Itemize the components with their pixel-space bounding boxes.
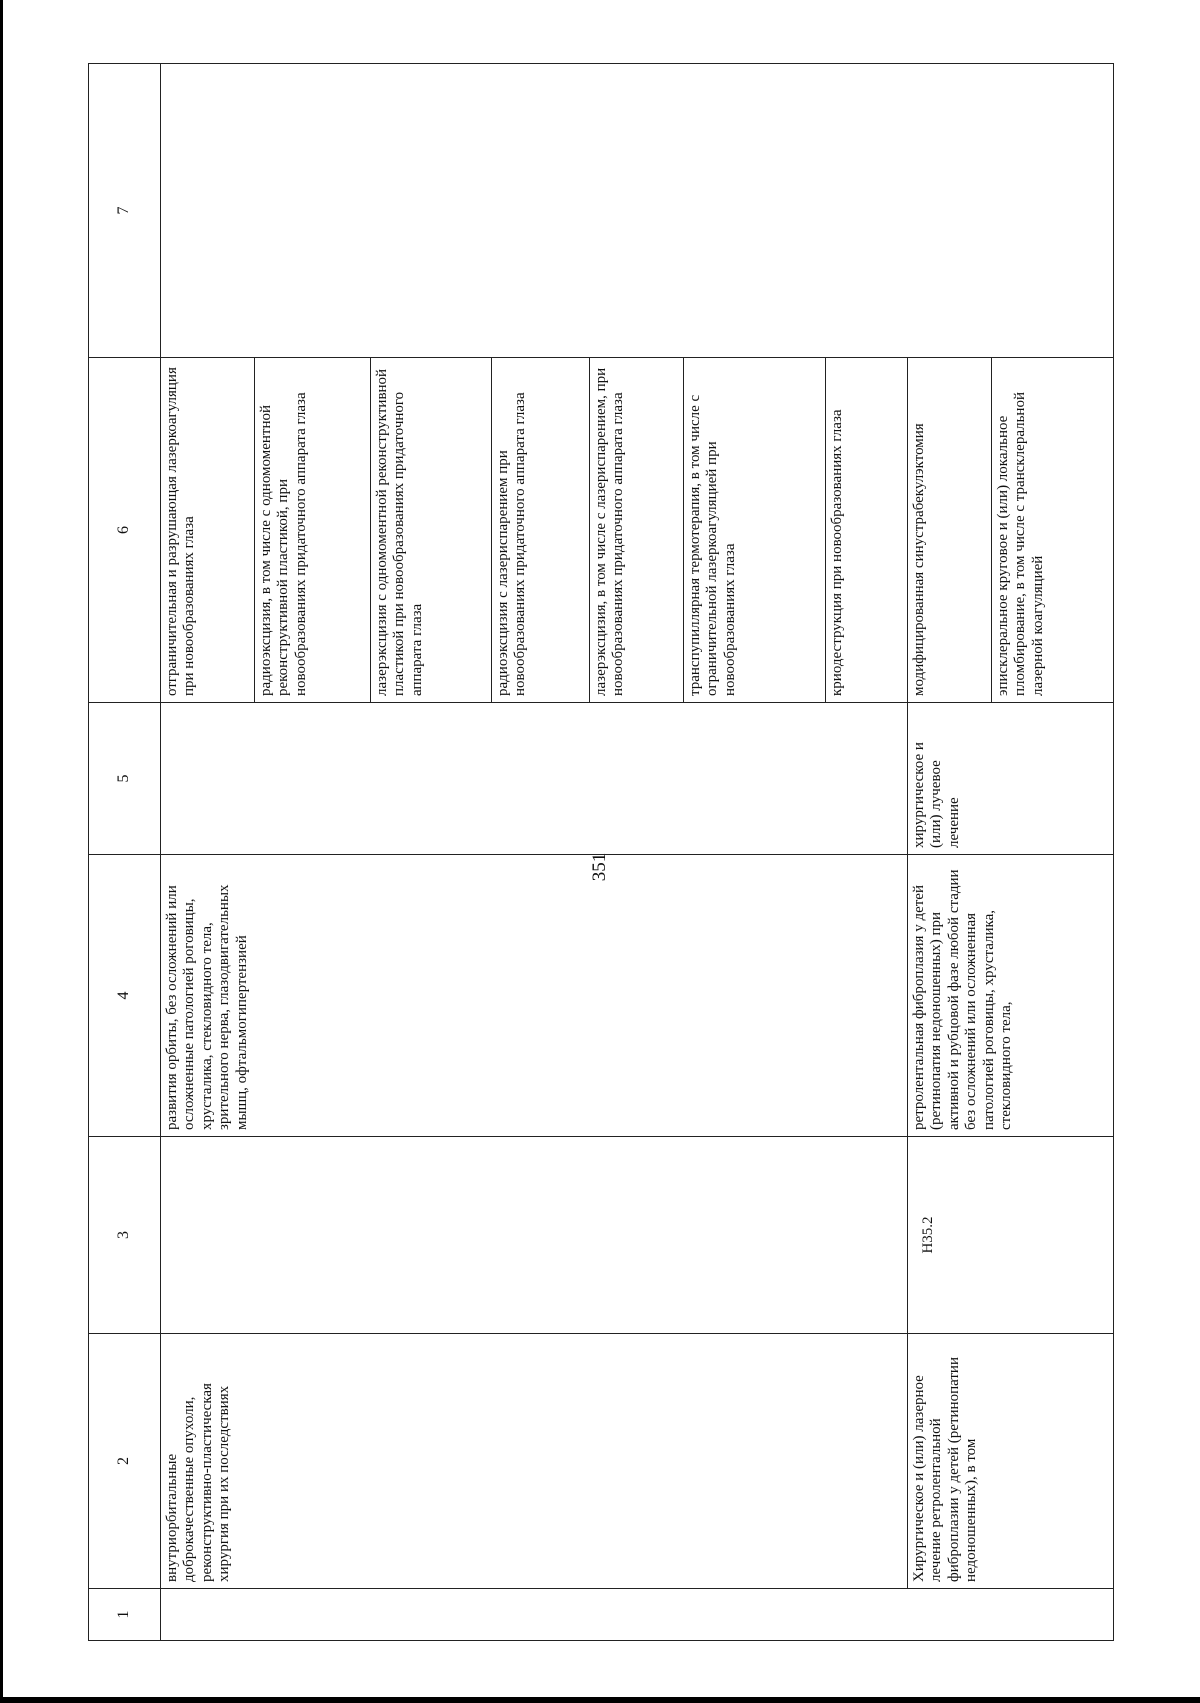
row2-col2: Хирургическое и (или) лазерное лечение ретролентальной фиброплазии у детей (ретинопатии недоношенных), в том <box>908 1334 1114 1589</box>
row2-col4: ретролентальная фиброплазия у детей (ретинопатия недоношенных) при активной и рубцовой фазе любой стадии без осложнений или осложненная патологией роговицы, хрусталика, стекловидного тела, <box>908 855 1114 1137</box>
procedures-table <box>88 63 1114 1641</box>
row1-method-5: лазерэксцизия, в том числе с лазериспарением, при новообразованиях придаточного аппарата глаза <box>590 358 684 703</box>
row2-method-2: эписклеральное круговое и (или) локальное пломбирование, в том числе с трансклеральной лазерной коагуляцией <box>992 358 1114 703</box>
page-number: 351 <box>589 852 610 882</box>
row1-col3 <box>161 1137 908 1334</box>
row2-col5: хирургическое и (или) лучевое лечение <box>908 703 1114 855</box>
header-col-6: 6 <box>89 358 161 703</box>
header-row <box>89 64 161 1641</box>
header-col-3: 3 <box>89 1137 161 1334</box>
row1-method-3: лазерэксцизия с одномоментной реконструктивной пластикой при новообразованиях придаточного аппарата глаза <box>371 358 492 703</box>
row2-method-1: модифицированная синустрабекулэктомия <box>908 358 992 703</box>
row1-method-2: радиоэксцизия, в том числе с одномоментной реконструктивной пластикой, при новообразованиях придаточного аппарата глаза <box>255 358 371 703</box>
header-col-4: 4 <box>89 855 161 1137</box>
header-col-1: 1 <box>89 1589 161 1641</box>
header-col-7: 7 <box>89 64 161 358</box>
row1-method-4: радиоэксцизия с лазериспарением при новообразованиях придаточного аппарата глаза <box>492 358 590 703</box>
header-col-2: 2 <box>89 1334 161 1589</box>
header-col-5: 5 <box>89 703 161 855</box>
table-row <box>161 64 255 1641</box>
rotated-table-container <box>88 64 1113 1641</box>
row1-col4: развития орбиты, без осложнений или осложненные патологией роговицы, хрусталика, стекловидного тела, зрительного нерва, глазодвигательных мышц, офтальмогипертензией <box>161 855 908 1137</box>
row1-col2: внутриорбитальные доброкачественные опухоли, реконструктивно-пластическая хирургия при их последствиях <box>161 1334 908 1589</box>
row1-method-1: отграничительная и разрушающая лазеркоагуляция при новообразованиях глаза <box>161 358 255 703</box>
row2-col3: H35.2 <box>908 1137 1114 1334</box>
col7-cell <box>161 64 1114 358</box>
row1-method-7: криодеструкция при новообразованиях глаза <box>826 358 908 703</box>
row1-col1 <box>161 1589 908 1641</box>
row1-col5 <box>161 703 908 855</box>
row1-method-6: транспупиллярная термотерапия, в том числе с ограничительной лазеркоагуляцией при новообразованиях глаза <box>684 358 826 703</box>
scan-border-bottom <box>0 1697 1200 1703</box>
scan-border-left <box>0 0 3 1703</box>
row2-col1 <box>908 1589 1114 1641</box>
